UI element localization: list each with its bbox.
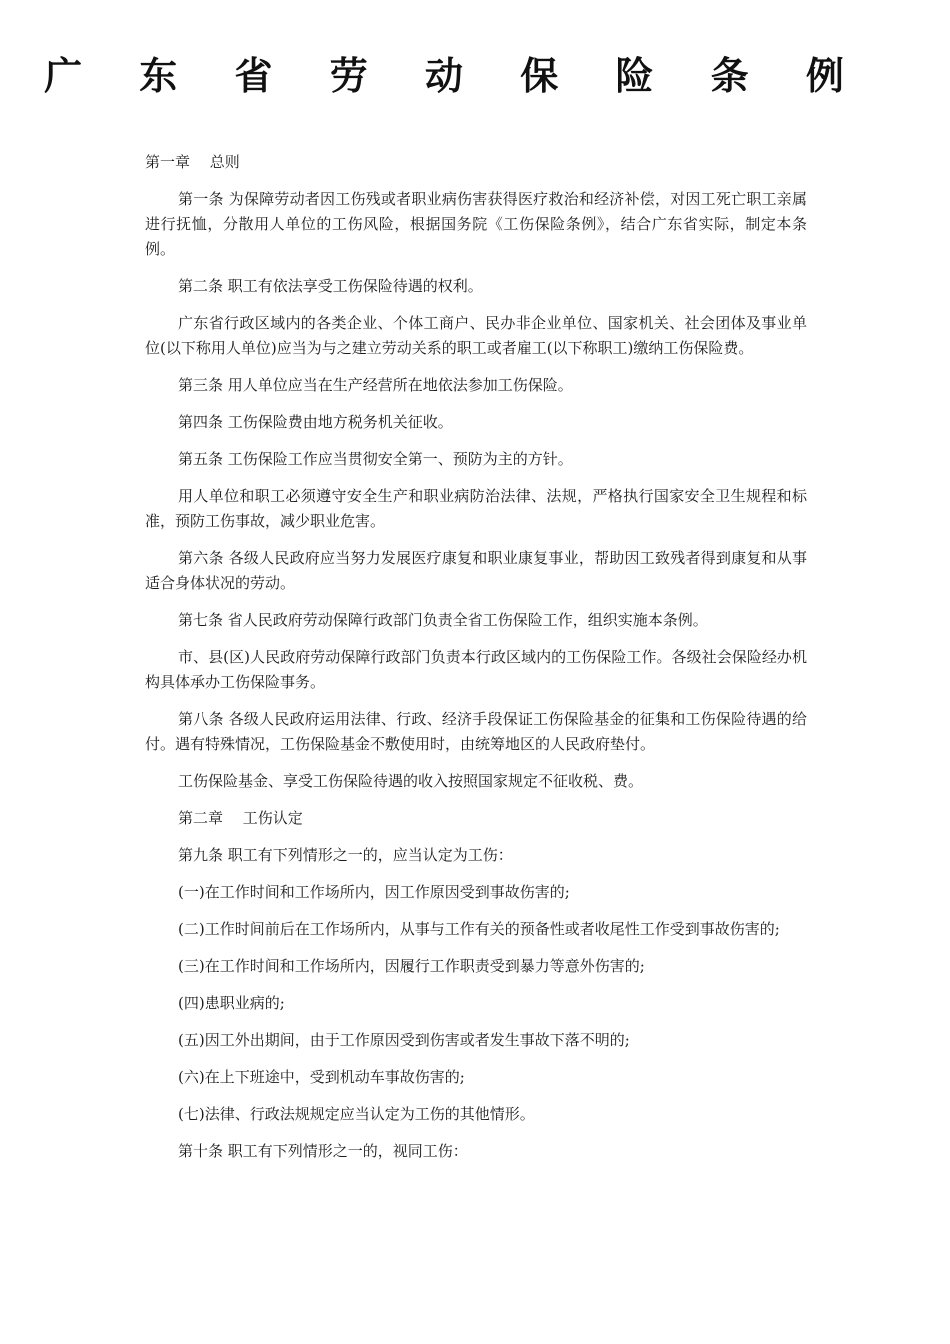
paragraph: (六)在上下班途中，受到机动车事故伤害的;	[178, 1068, 465, 1086]
paragraph: 第二条 职工有依法享受工伤保险待遇的权利。	[178, 277, 483, 295]
paragraph: 第一条 为保障劳动者因工伤残或者职业病伤害获得医疗救治和经济补偿，对因工死亡职工亲属进行抚恤，分散用人单位的工伤风险，根据国务院《工伤保险条例》，结合广东省实际，制定本条例。	[145, 190, 807, 258]
paragraph: 第一章 总则	[145, 153, 240, 171]
document-body	[145, 150, 807, 1176]
paragraph: (五)因工外出期间，由于工作原因受到伤害或者发生事故下落不明的;	[178, 1031, 630, 1049]
paragraph: 第三条 用人单位应当在生产经营所在地依法参加工伤保险。	[178, 376, 573, 394]
paragraph: 第十条 职工有下列情形之一的，视同工伤：	[178, 1142, 468, 1160]
paragraph: 第五条 工伤保险工作应当贯彻安全第一、预防为主的方针。	[178, 450, 573, 468]
paragraph: 第九条 职工有下列情形之一的，应当认定为工伤：	[178, 846, 513, 864]
document-title: 广 东 省 劳 动 保 险 条 例	[44, 54, 866, 98]
paragraph: 第六条 各级人民政府应当努力发展医疗康复和职业康复事业，帮助因工致残者得到康复和从事适合身体状况的劳动。	[145, 549, 807, 592]
paragraph: 第四条 工伤保险费由地方税务机关征收。	[178, 413, 453, 431]
paragraph: (三)在工作时间和工作场所内，因履行工作职责受到暴力等意外伤害的;	[178, 957, 645, 975]
paragraph: 第八条 各级人民政府运用法律、行政、经济手段保证工伤保险基金的征集和工伤保险待遇的给付。遇有特殊情况，工伤保险基金不敷使用时，由统筹地区的人民政府垫付。	[145, 710, 807, 753]
paragraph: (一)在工作时间和工作场所内，因工作原因受到事故伤害的;	[178, 883, 570, 901]
paragraph: 第二章 工伤认定	[178, 809, 303, 827]
paragraph: (四)患职业病的;	[178, 994, 285, 1012]
paragraph: 用人单位和职工必须遵守安全生产和职业病防治法律、法规，严格执行国家安全卫生规程和标准，预防工伤事故，减少职业危害。	[145, 487, 807, 530]
paragraph: 第七条 省人民政府劳动保障行政部门负责全省工伤保险工作，组织实施本条例。	[178, 611, 708, 629]
paragraph: 广东省行政区域内的各类企业、个体工商户、民办非企业单位、国家机关、社会团体及事业单位(以下称用人单位)应当为与之建立劳动关系的职工或者雇工(以下称职工)缴纳工伤保险费。	[145, 314, 807, 357]
paragraph: (二)工作时间前后在工作场所内，从事与工作有关的预备性或者收尾性工作受到事故伤害的;	[178, 920, 780, 938]
paragraph: 工伤保险基金、享受工伤保险待遇的收入按照国家规定不征收税、费。	[178, 772, 644, 790]
paragraph: 市、县(区)人民政府劳动保障行政部门负责本行政区域内的工伤保险工作。各级社会保险经办机构具体承办工伤保险事务。	[145, 648, 807, 691]
paragraph: (七)法律、行政法规规定应当认定为工伤的其他情形。	[178, 1105, 535, 1123]
